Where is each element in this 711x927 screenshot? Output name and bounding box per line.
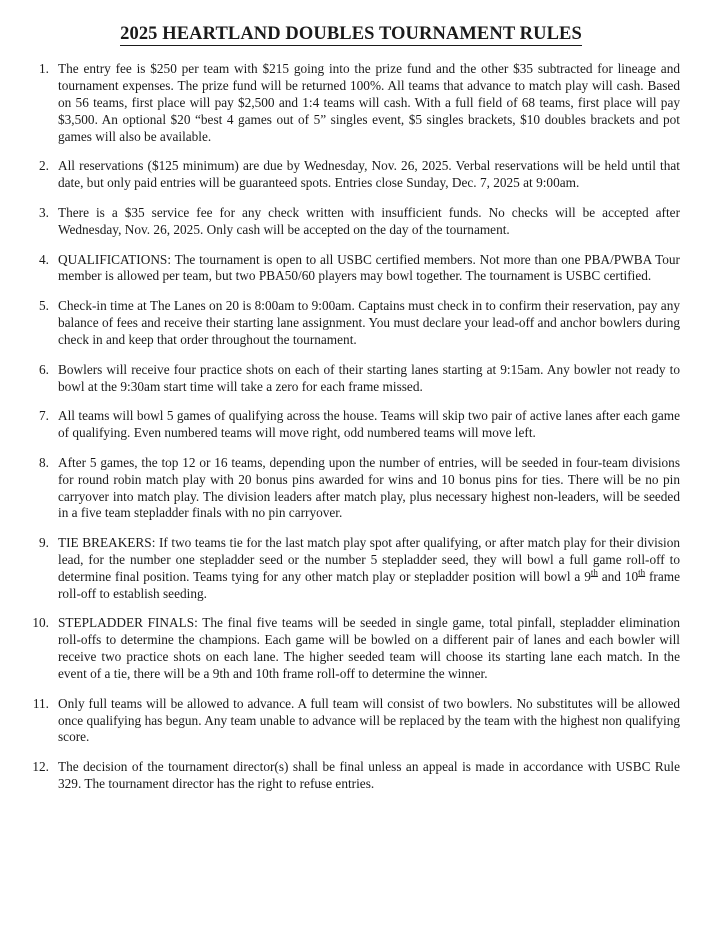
rule-number: 1.: [39, 61, 49, 77]
rule-item: [22, 298, 680, 348]
rule-text: Bowlers will receive four practice shots on each of their starting lanes starting at 9:15am. Any bowler not ready to bowl at the 9:30am start time will take a zero for each frame missed.: [58, 361, 680, 394]
page-title: [22, 24, 680, 47]
ordinal-suffix: th: [638, 567, 646, 578]
rule-item: [22, 535, 680, 602]
rule-number: 5.: [39, 298, 49, 314]
rule-text: There is a $35 service fee for any check written with insufficient funds. No checks will be accepted after Wednesday, Nov. 26, 2025. Only cash will be accepted on the day of the tournament.: [58, 205, 680, 237]
page-title-text: 2025 HEARTLAND DOUBLES TOURNAMENT RULES: [120, 24, 582, 46]
ordinal-suffix: th: [590, 567, 598, 578]
rule-item: [22, 615, 680, 682]
rule-text: Only full teams will be allowed to advance. A full team will consist of two bowlers. No substitutes will be allowed once qualifying has begun. Any team unable to advance will be replaced by the team with the highest non qualifying score.: [58, 695, 680, 745]
rule-text: Check-in time at The Lanes on 20 is 8:00am to 9:00am. Captains must check in to confirm their reservation, pay any balance of fees and receive their starting lane assignment. You must declare your lead-off and anchor bowlers during check in and keep that order throughout the tournament.: [58, 298, 680, 347]
rule-number: 6.: [39, 361, 49, 377]
rule-text: QUALIFICATIONS: The tournament is open to all USBC certified members. Not more than one PBA/PWBA Tour member is allowed per team, but two PBA50/60 players may bowl together. The tournament is USBC certified.: [58, 251, 680, 284]
rule-item: [22, 158, 680, 192]
rule-text: The decision of the tournament director(s) shall be final unless an appeal is made in accordance with USBC Rule 329. The tournament director has the right to refuse entries.: [58, 759, 680, 791]
rule-item: [22, 61, 680, 145]
rule-text: TIE BREAKERS: If two teams tie for the last match play spot after qualifying, or after match play for their division lead, for the number one stepladder seed or the number 5 stepladder seed, they will bowl a full game roll-off to determine final position. Teams tying for any other match play or stepladder position will bowl a 9th and 10th frame roll-off to establish seeding.: [58, 535, 681, 601]
rule-number: 8.: [39, 454, 49, 470]
rule-item: [22, 696, 680, 746]
rule-text: After 5 games, the top 12 or 16 teams, depending upon the number of entries, will be seeded in four-team divisions for round robin match play with 20 bonus pins awarded for wins and 10 bonus pins for ties. There will be no pin carryover into match play. The division leaders after match play, plus necessary highest non-leaders, will be seeded in a five team stepladder finals with no pin carryover.: [58, 454, 680, 521]
rule-number: 10.: [32, 615, 49, 631]
rule-number: 11.: [32, 695, 49, 711]
rule-number: 7.: [39, 408, 49, 424]
rule-number: 12.: [32, 759, 49, 775]
rule-item: [22, 408, 680, 442]
rule-text: STEPLADDER FINALS: The final five teams will be seeded in single game, total pinfall, stepladder elimination roll-offs to determine the champions. Each game will be bowled on a different pair of lanes and each bowler will receive two practice shots on each lane. The higher seeded team will choose its starting lane each match. In the event of a tie, there will be a 9th and 10th frame roll-off to determine the winner.: [58, 615, 680, 681]
rule-item: [22, 759, 680, 793]
rule-text: All reservations ($125 minimum) are due by Wednesday, Nov. 26, 2025. Verbal reservations will be held until that date, but only paid entries will be guaranteed spots. Entries close Sunday, Dec. 7, 2025 at 9:00am.: [58, 158, 680, 191]
rules-list: [22, 61, 680, 792]
rule-number: 2.: [39, 158, 49, 174]
rule-number: 9.: [39, 535, 49, 551]
rule-text: All teams will bowl 5 games of qualifying across the house. Teams will skip two pair of active lanes after each game of qualifying. Even numbered teams will move right, odd numbered teams will move left.: [58, 408, 680, 441]
rule-item: [22, 205, 680, 239]
rule-item: [22, 455, 680, 522]
rule-number: 3.: [39, 205, 49, 221]
rule-number: 4.: [39, 251, 49, 267]
rule-item: [22, 362, 680, 396]
rule-item: [22, 252, 680, 286]
rule-text: The entry fee is $250 per team with $215 going into the prize fund and the other $35 subtracted for lineage and tournament expenses. The prize fund will be returned 100%. All teams that advance to match play will cash. Based on 56 teams, first place will pay $2,500 and 1:4 teams will cash. With a full field of 68 teams, first place will pay $3,500. An optional $20 “best 4 games out of 5” singles event, $5 singles brackets, $10 doubles brackets and pot games will also be available.: [58, 61, 680, 144]
